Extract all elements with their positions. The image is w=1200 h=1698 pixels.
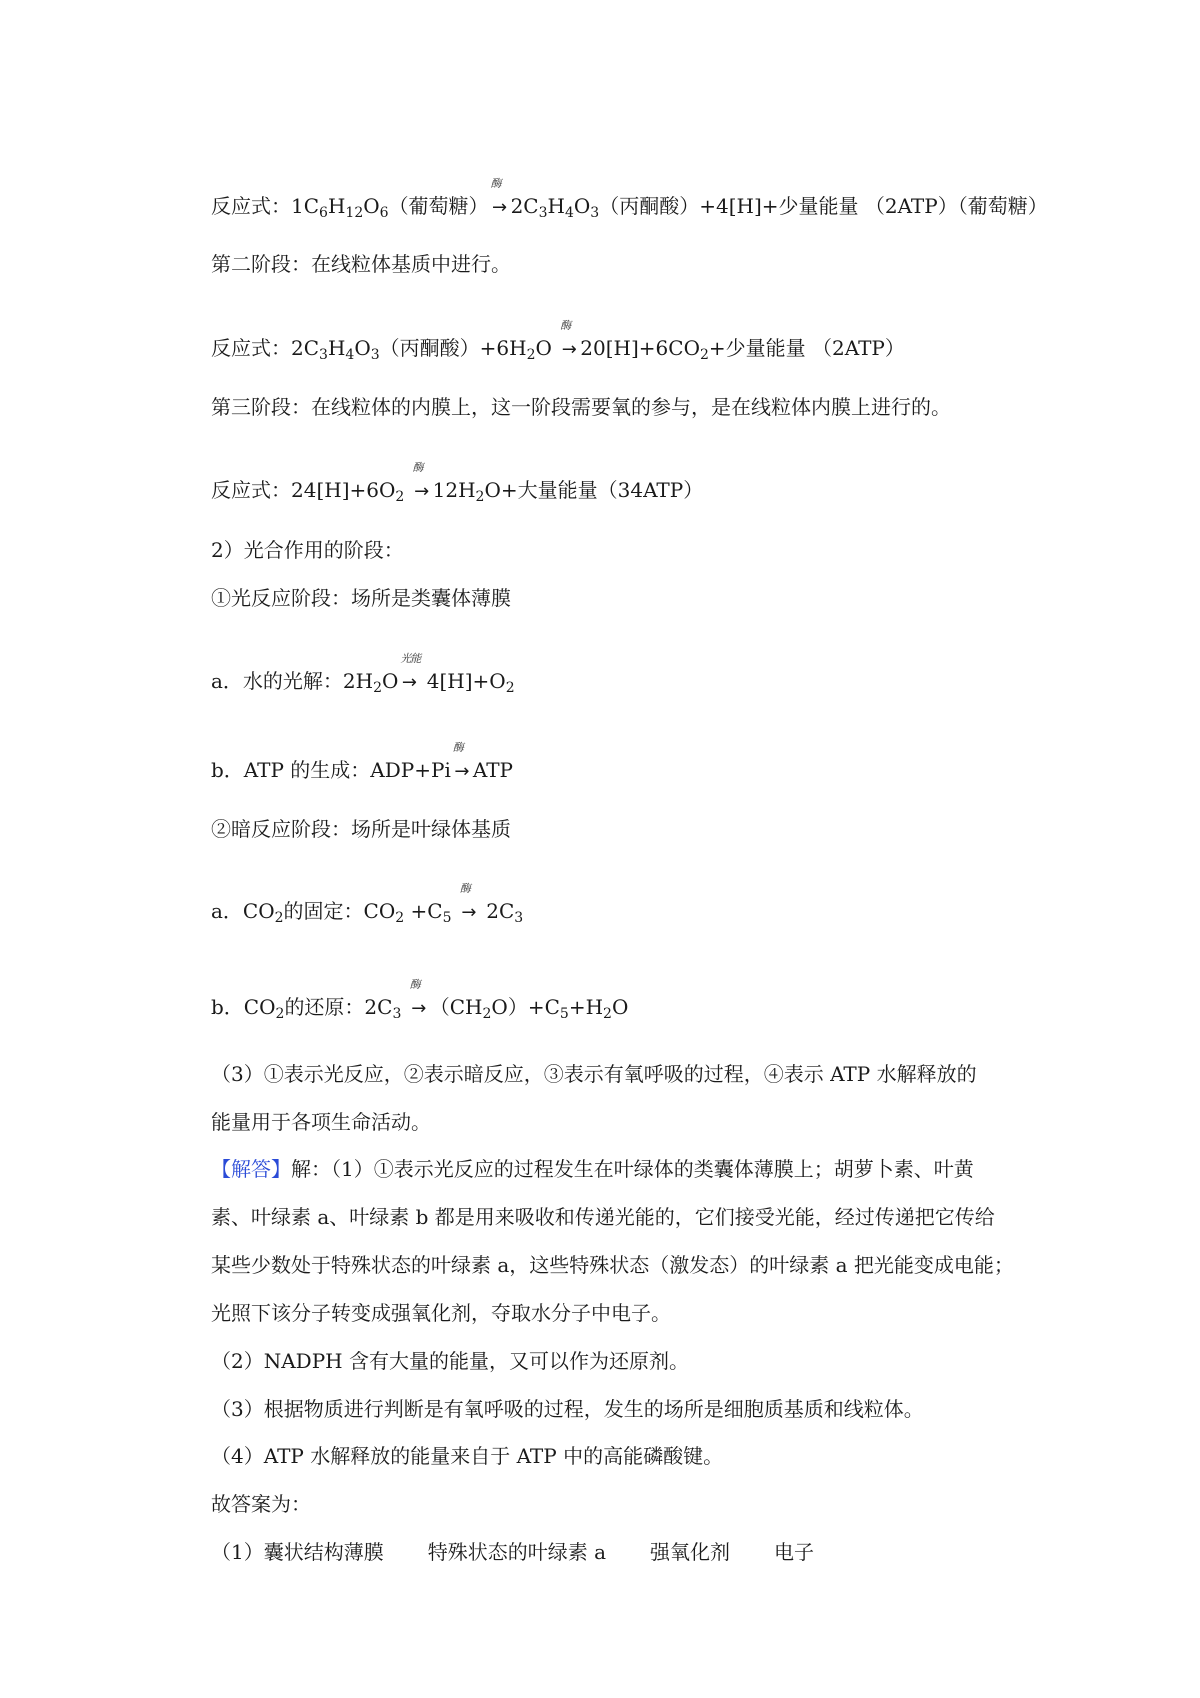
subscript: 6 (379, 205, 389, 221)
subscript: 3 (590, 205, 600, 221)
equation-text: H (547, 194, 565, 218)
answer-paragraph-line: （2）NADPH 含有大量的能量，又可以作为还原剂。 (211, 1349, 689, 1373)
equation-text: H (327, 336, 346, 360)
light-reaction-heading: ①光反应阶段：场所是类囊体薄膜 (211, 586, 511, 610)
co2-reduction-equation (211, 978, 1031, 1023)
enzyme-arrow-icon (458, 882, 480, 927)
answer-blank: 强氧化剂 (650, 1540, 731, 1564)
answer-label: 【解答】 (211, 1157, 291, 1181)
arrow-symbol: → (414, 481, 430, 502)
subscript: 2 (373, 680, 383, 696)
equation-text: （丙酮酸）+4[H]+少量能量 （2ATP）（葡萄糖） (599, 194, 1048, 218)
equation-text: a．CO (211, 899, 275, 923)
arrow-symbol: → (454, 761, 470, 782)
equation-text: O+大量能量（34ATP） (484, 478, 704, 502)
equation-text: 反应式：2C (211, 336, 320, 360)
subscript: 5 (559, 1006, 569, 1022)
equation-text: 反应式：24[H]+6O (211, 478, 396, 502)
subscript: 2 (395, 489, 405, 505)
equation-text: +C (404, 899, 443, 923)
equation-text: O (363, 194, 380, 218)
stage-three-equation (211, 461, 1031, 506)
final-answer-heading: 故答案为： (211, 1492, 311, 1516)
subscript: 2 (275, 1006, 285, 1022)
subscript: 2 (274, 910, 284, 926)
subscript: 3 (319, 347, 328, 363)
answer-paragraph-line (211, 1155, 1031, 1183)
dark-reaction-heading: ②暗反应阶段：场所是叶绿体基质 (211, 817, 511, 841)
enzyme-mark-label: 酶 (560, 319, 571, 332)
subscript: 3 (538, 205, 548, 221)
enzyme-mark-icon (560, 314, 578, 332)
photosynthesis-heading: 2）光合作用的阶段： (211, 538, 404, 562)
light-arrow-icon (398, 652, 421, 697)
co2-fixation-equation (211, 882, 1031, 927)
equation-text: （CH (429, 995, 483, 1019)
equation-text: 的固定：CO (283, 899, 396, 923)
equation-text: O (382, 669, 399, 693)
equation-text: 2C (510, 194, 539, 218)
enzyme-mark-icon (459, 877, 478, 895)
enzyme-arrow-icon (558, 319, 580, 364)
enzyme-arrow-icon (408, 978, 430, 1023)
answer-paragraph-line: （3）根据物质进行判断是有氧呼吸的过程，发生的场所是细胞质基质和线粒体。 (211, 1397, 924, 1421)
answer-paragraph-line: 光照下该分子转变成强氧化剂，夺取水分子中电子。 (211, 1301, 671, 1325)
enzyme-mark-icon (452, 736, 471, 754)
equation-text: a．水的光解：2H (211, 669, 374, 693)
arrow-symbol: → (492, 197, 508, 218)
light-mark-icon (400, 647, 421, 665)
subscript: 2 (505, 680, 515, 696)
water-photolysis-equation (211, 652, 1031, 697)
enzyme-arrow-icon (451, 741, 473, 786)
subscript: 2 (699, 347, 709, 363)
equation-text: 20[H]+6CO (580, 336, 700, 360)
answer-text: 解：（1）①表示光反应的过程发生在叶绿体的类囊体薄膜上；胡萝卜素、叶黄 (291, 1157, 974, 1181)
enzyme-mark-label: 酶 (409, 978, 420, 991)
summary-paragraph-line: 能量用于各项生命活动。 (211, 1110, 431, 1134)
summary-paragraph-line: （3）①表示光反应，②表示暗反应，③表示有氧呼吸的过程，④表示 ATP 水解释放的 (211, 1062, 977, 1086)
equation-text: 反应式：1C (211, 194, 320, 218)
enzyme-arrow-icon (411, 461, 433, 506)
subscript: 2 (603, 1006, 612, 1022)
subscript: 3 (370, 347, 380, 363)
subscript: 2 (395, 910, 405, 926)
equation-text: O (354, 336, 371, 360)
subscript: 4 (564, 205, 574, 221)
enzyme-mark-label: 酶 (459, 882, 470, 895)
answer-blank: 电子 (774, 1540, 815, 1564)
enzyme-mark-label: 酶 (452, 741, 463, 754)
equation-text: 2C (479, 899, 515, 923)
equation-text: b．CO (211, 995, 276, 1019)
arrow-symbol: → (401, 672, 417, 693)
equation-text: O (573, 194, 591, 218)
enzyme-mark-icon (412, 456, 431, 474)
enzyme-mark-icon (409, 973, 428, 991)
subscript: 4 (345, 347, 355, 363)
subscript: 3 (514, 910, 524, 926)
subscript: 2 (526, 347, 536, 363)
equation-text: 12H (432, 478, 476, 502)
equation-text: +H (568, 995, 604, 1019)
equation-text: ATP (472, 758, 514, 782)
equation-text: （丙酮酸）+6H (379, 336, 527, 360)
equation-text: （葡萄糖） (388, 194, 489, 218)
answer-paragraph-line: 素、叶绿素 a、叶绿素 b 都是用来吸收和传递光能的，它们接受光能，经过传递把它传给 (211, 1205, 995, 1229)
answer-blank: 特殊状态的叶绿素 a (427, 1540, 607, 1564)
light-mark-label: 光能 (400, 652, 421, 665)
subscript: 2 (475, 489, 485, 505)
equation-text: O (535, 336, 552, 360)
final-answer-line (211, 1538, 1031, 1566)
arrow-symbol: → (561, 339, 577, 360)
arrow-symbol: → (461, 902, 477, 923)
equation-text: 4[H]+O (420, 669, 506, 693)
stage-two-heading: 第二阶段：在线粒体基质中进行。 (211, 252, 511, 276)
enzyme-mark-icon (490, 172, 509, 190)
equation-text: H (327, 194, 346, 218)
equation-text: b．ATP 的生成：ADP+Pi (211, 758, 451, 782)
answer-blank: （1）囊状结构薄膜 (211, 1540, 384, 1564)
subscript: 6 (319, 205, 328, 221)
enzyme-mark-label: 酶 (412, 461, 423, 474)
answer-paragraph-line: 某些少数处于特殊状态的叶绿素 a，这些特殊状态（激发态）的叶绿素 a 把光能变成电能； (211, 1253, 1014, 1277)
enzyme-arrow-icon (489, 177, 511, 222)
stage-two-equation (211, 319, 1031, 364)
stage-three-heading: 第三阶段：在线粒体的内膜上，这一阶段需要氧的参与，是在线粒体内膜上进行的。 (211, 395, 951, 419)
atp-formation-equation (211, 741, 1031, 786)
enzyme-mark-label: 酶 (490, 177, 501, 190)
equation-text: +少量能量 （2ATP） (708, 336, 905, 360)
subscript: 3 (392, 1006, 402, 1022)
subscript: 12 (345, 205, 364, 221)
subscript: 2 (482, 1006, 492, 1022)
glycolysis-equation (211, 177, 1048, 222)
arrow-symbol: → (411, 998, 427, 1019)
equation-text: O (611, 995, 629, 1019)
equation-text: O）+C (491, 995, 560, 1019)
answer-paragraph-line: （4）ATP 水解释放的能量来自于 ATP 中的高能磷酸键。 (211, 1444, 724, 1468)
subscript: 5 (442, 910, 452, 926)
equation-text: 的还原：2C (284, 995, 393, 1019)
